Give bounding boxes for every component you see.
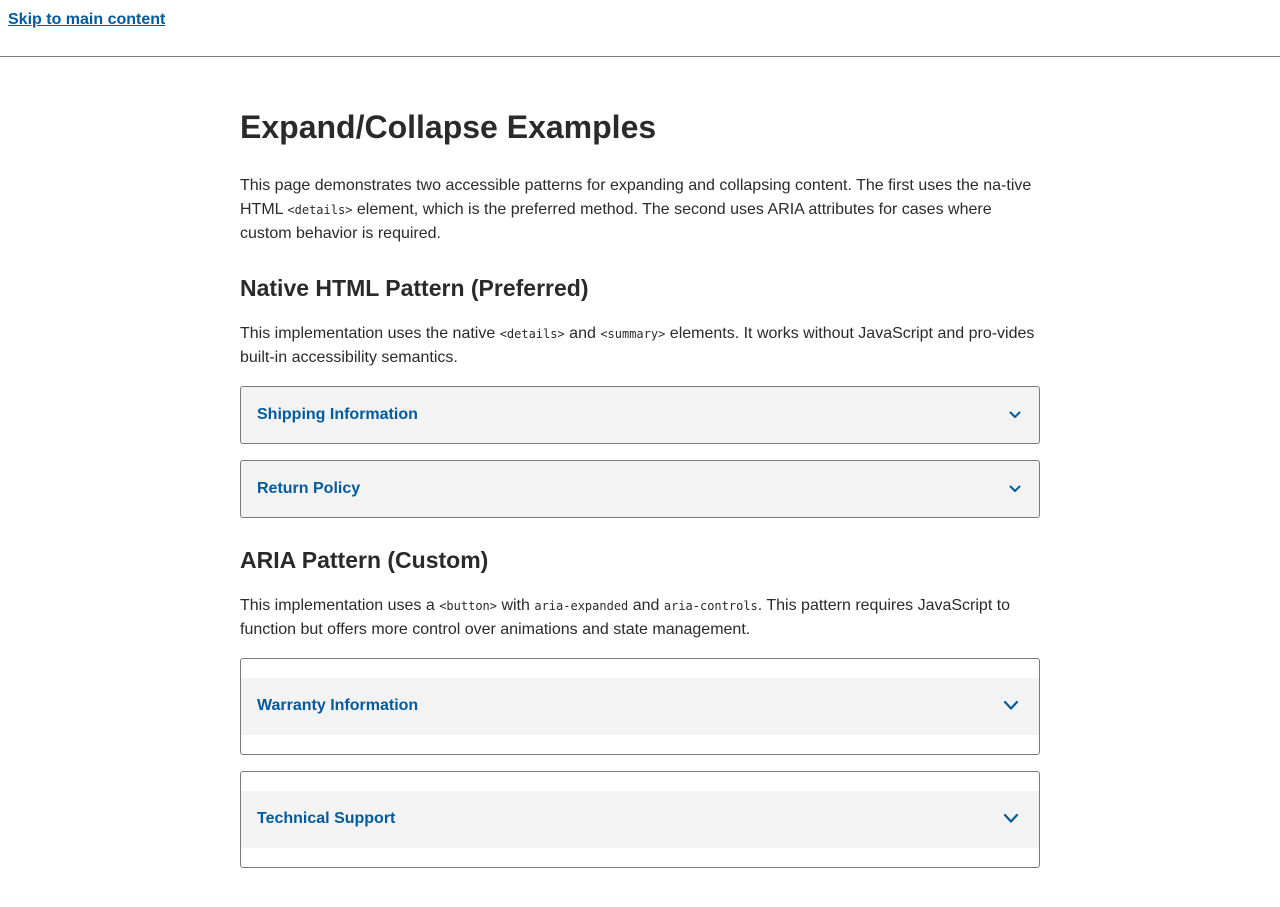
skip-bar bbox=[0, 0, 1280, 57]
intro-paragraph bbox=[240, 174, 1040, 246]
warranty-information-button[interactable] bbox=[241, 678, 1039, 735]
native-desc-text: This implementation uses the native bbox=[240, 325, 500, 342]
code-aria-controls: aria-controls bbox=[663, 599, 758, 613]
native-section-description bbox=[240, 322, 1040, 370]
details-shipping-information[interactable] bbox=[240, 386, 1040, 444]
aria-desc-text: This implementation uses a bbox=[240, 597, 440, 614]
summary-label: Return Policy bbox=[257, 480, 361, 497]
chevron-down-icon bbox=[1003, 813, 1019, 824]
code-aria-expanded: aria-expanded bbox=[534, 599, 629, 613]
native-desc-text: and bbox=[564, 325, 601, 342]
code-button: <button> bbox=[439, 599, 497, 613]
skip-to-main-link[interactable]: Skip to main content bbox=[8, 11, 166, 28]
intro-text: element, which is the preferred method. The second uses ARIA attributes for cases where custom behavior is required. bbox=[240, 201, 992, 242]
code-summary: <summary> bbox=[600, 327, 666, 341]
chevron-down-icon bbox=[1003, 700, 1019, 711]
code-details: <details> bbox=[499, 327, 565, 341]
technical-support-button[interactable] bbox=[241, 791, 1039, 848]
accordion-button-label: Warranty Information bbox=[257, 697, 419, 714]
aria-desc-text: with bbox=[497, 597, 535, 614]
aria-desc-text: and bbox=[628, 597, 664, 614]
aria-section-description bbox=[240, 594, 1040, 642]
accordion-technical-support bbox=[240, 771, 1040, 868]
page-title: Expand/Collapse Examples bbox=[240, 109, 657, 145]
aria-desc-text: . This pattern requires JavaScript to function but offers more control over animations and state management. bbox=[240, 597, 1011, 638]
code-details: <details> bbox=[287, 203, 353, 217]
native-section-heading: Native HTML Pattern (Preferred) bbox=[240, 275, 589, 301]
aria-section-heading: ARIA Pattern (Custom) bbox=[240, 547, 489, 573]
intro-text: This page demonstrates two accessible patterns for expanding and collapsing content. The first uses the na-tive HTML bbox=[240, 177, 1032, 218]
details-return-policy[interactable] bbox=[240, 460, 1040, 518]
accordion-button-label: Technical Support bbox=[257, 810, 396, 827]
summary-label: Shipping Information bbox=[257, 406, 418, 423]
native-desc-text: elements. It works without JavaScript and pro-vides built-in accessibility semantics. bbox=[240, 325, 1035, 366]
chevron-down-icon bbox=[1009, 411, 1021, 419]
chevron-down-icon bbox=[1009, 485, 1021, 493]
accordion-warranty-information bbox=[240, 658, 1040, 755]
